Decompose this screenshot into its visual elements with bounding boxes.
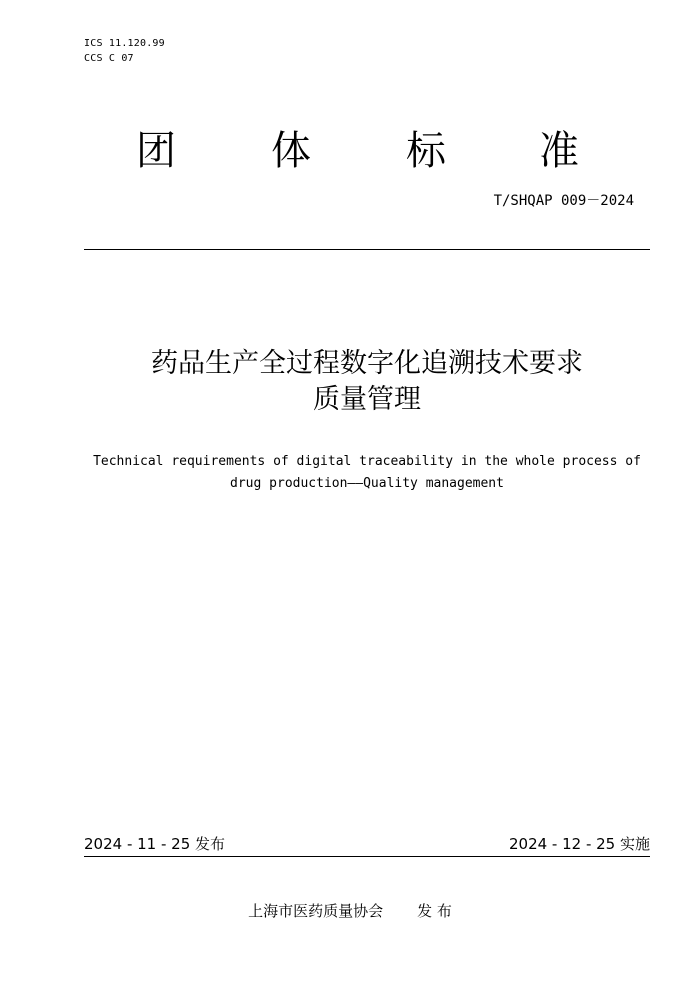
publisher-name: 上海市医药质量协会: [248, 902, 384, 920]
issue-date: 2024 - 11 - 25 发布: [84, 835, 226, 853]
title-chinese: [84, 346, 650, 418]
standard-type-heading: [84, 126, 650, 176]
publisher-line: [0, 901, 700, 921]
classification-codes: [84, 36, 165, 66]
ccs-code: CCS C 07: [84, 53, 134, 64]
standard-type-char: 体: [271, 128, 311, 174]
standard-type-char: 标: [406, 128, 446, 174]
title-english-line-1: Technical requirements of digital traceability in the whole process of: [93, 454, 641, 469]
footer-divider: [84, 856, 650, 857]
title-chinese-line-2: 质量管理: [313, 384, 421, 415]
ics-code: ICS 11.120.99: [84, 38, 165, 49]
standard-type-char: 团: [136, 128, 176, 174]
title-chinese-line-1: 药品生产全过程数字化追溯技术要求: [151, 348, 583, 379]
standard-number: T/SHQAP 009－2024: [493, 193, 634, 209]
implementation-date: 2024 - 12 - 25 实施: [508, 835, 650, 853]
header-divider: [84, 249, 650, 250]
publisher-action: 发 布: [417, 902, 452, 920]
standard-type-char: 准: [539, 128, 579, 174]
title-english-line-2: drug production——Quality management: [230, 476, 504, 491]
title-english: [70, 451, 664, 495]
